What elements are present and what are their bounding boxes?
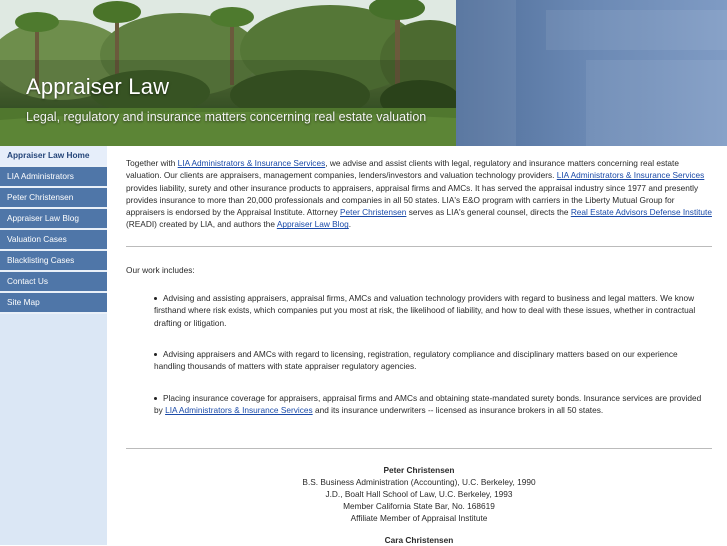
- sidebar-item-contact-us[interactable]: Contact Us: [0, 272, 107, 293]
- intro-text: provides liability, surety and other insurance products to appraisers, appraisal firms and AMCs. It has served the appraisal industry since 1977 and presently provides insurance to more than 20,000 professionals and companies in all 50 states. LIA's E&O program with carriers in the Liberty Mutual Group for appraisers is endorsed by the Appraisal Institute. Attorney: [126, 182, 699, 218]
- intro-paragraph: [126, 157, 712, 231]
- lia-link[interactable]: LIA Administrators & Insurance Services: [177, 158, 326, 168]
- bio-section: [126, 464, 712, 546]
- site-header: [0, 0, 727, 146]
- sidebar-item-lia-administrators[interactable]: LIA Administrators: [0, 167, 107, 188]
- site-title: Appraiser Law: [26, 74, 170, 99]
- list-item: [154, 292, 710, 329]
- sidebar-item-blacklisting-cases[interactable]: Blacklisting Cases: [0, 251, 107, 272]
- sidebar-item-peter-christensen[interactable]: Peter Christensen: [0, 188, 107, 209]
- bio-line: Affiliate Member of Appraisal Institute: [350, 513, 488, 523]
- sidebar-item-home[interactable]: Appraiser Law Home: [0, 146, 107, 167]
- bullet-icon: [154, 353, 157, 356]
- sidebar-item-blog[interactable]: Appraiser Law Blog: [0, 209, 107, 230]
- header-photo: [0, 0, 456, 146]
- bio-line: Member California State Bar, No. 168619: [343, 501, 495, 511]
- lia-link[interactable]: LIA Administrators & Insurance Services: [165, 405, 313, 416]
- sidebar-item-site-map[interactable]: Site Map: [0, 293, 107, 314]
- bullet-text: Placing insurance coverage for appraisers, appraisal firms and AMCs and obtaining state-mandated surety bonds. Insurance services are provided by: [154, 393, 702, 416]
- blog-link[interactable]: Appraiser Law Blog: [276, 219, 349, 230]
- intro-text: .: [348, 219, 352, 230]
- readi-link[interactable]: Real Estate Advisors Defense Institute: [570, 207, 712, 218]
- work-heading: Our work includes:: [126, 265, 195, 275]
- intro-text: Together with: [126, 158, 178, 168]
- peter-christensen-link[interactable]: Peter Christensen: [340, 207, 407, 218]
- bullet-icon: [154, 297, 157, 300]
- header-blue-panel: [456, 0, 727, 146]
- bullet-icon: [154, 397, 157, 400]
- intro-text: serves as LIA's general counsel, directs the: [406, 207, 571, 218]
- bio-line: B.S. Business Administration (Accounting), U.C. Berkeley, 1990: [302, 477, 536, 487]
- list-item: [154, 348, 710, 373]
- divider: [126, 246, 712, 247]
- bio-name: Peter Christensen: [383, 465, 455, 475]
- sidebar-item-valuation-cases[interactable]: Valuation Cases: [0, 230, 107, 251]
- intro-text: , we advise and assist clients with legal, regulatory and insurance matters concerning real estate valuation. Our clients are appraisers, management companies, lenders/investors and valuation technology providers.: [126, 158, 679, 181]
- lia-link[interactable]: LIA Administrators & Insurance Services: [556, 170, 705, 181]
- intro-text: (READI) created by LIA, and authors the: [126, 219, 277, 230]
- sidebar-nav: [0, 146, 107, 545]
- divider: [126, 448, 712, 449]
- bullet-text: Advising appraisers and AMCs with regard to licensing, registration, regulatory compliance and disciplinary matters based on our experience handling thousands of matters with state appraiser regulatory agencies.: [154, 349, 678, 372]
- bio-name: Cara Christensen: [384, 535, 454, 545]
- site-tagline: Legal, regulatory and insurance matters concerning real estate valuation: [26, 110, 427, 124]
- bio-line: J.D., Boalt Hall School of Law, U.C. Berkeley, 1993: [325, 489, 513, 499]
- bullet-text: and its insurance underwriters -- licensed as insurance brokers in all 50 states.: [312, 405, 604, 416]
- list-item: [154, 392, 710, 417]
- bullet-text: Advising and assisting appraisers, appraisal firms, AMCs and valuation technology providers with regard to business and legal matters. We know firsthand where risk exists, which companies put you most at risk, the likelihood of liability, and how to deal with these issues, whether in contractual drafting or litigation.: [154, 293, 696, 328]
